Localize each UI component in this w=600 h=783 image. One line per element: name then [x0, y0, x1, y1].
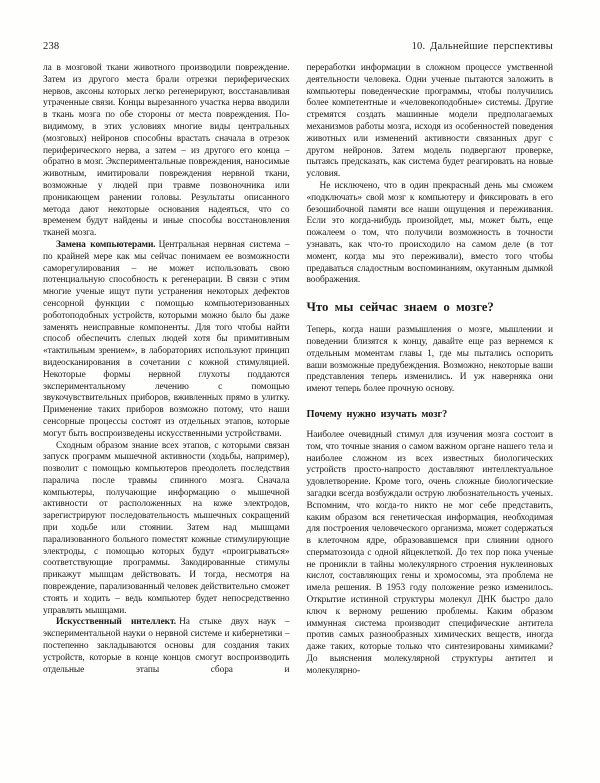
paragraph	[43, 617, 290, 676]
paragraph-text: Наиболее очевидный стимул для изучения мозга состоит в том, что точные знания о самом важном органе нашего тела и наиболее сложном из всех известных биологических устройств просто-напросто доставляют интеллектуальное удовлетворение. Кроме того, очень сложные биологические загадки всегда возбуждали острую любознательность ученых. Вспомним, что когда-то никто не мог себе представить, каким образом вся генетическая информация, необходимая для построения человеческого организма, может содержаться в клеточном ядре, образовавшемся при слиянии одного сперматозоида с одной яйцеклеткой. До тех пор пока ученые не проникли в тайны молекулярного строения нуклеиновых кислот, составляющих гены и хромосомы, эта проблема не имела решения. В 1953 году положение резко изменилось. Открытие истинной структуры молекул ДНК быстро дало ключ к верному решению проблемы. Каким образом иммунная система производит специфические антитела против самых разнообразных химических веществ, иногда даже таких, которые только что синтезированы химиками? До выяснения молекулярной структуры антител и молекулярно-	[306, 429, 553, 676]
running-header	[43, 41, 553, 52]
paragraph-text: переработки информации в сложном процессе умственной деятельности человека. Одни ученые пытаются заложить в компьютеры поведенческие программы, чтобы получились более компетентные и «человекоподобные» системы. Другие стремятся создать машинные модели предполагаемых механизмов работы мозга, исходя из особенностей поведения животных или изменений активности связанных друг с другом нейронов. Затем модель подвергают проверке, пытаясь предсказать, как система будет реагировать на новые условия.	[306, 63, 553, 180]
paragraph	[43, 441, 290, 618]
paragraph-text: Не исключено, что в один прекрасный день мы сможем «подключать» свой мозг к компьютеру и фиксировать в его безошибочной памяти все наши ощущения и переживания. Если это когда-нибудь произойдет, мы, может быть, еще пожалеем о том, что получили возможность в точности узнавать, как что-то происходило на самом деле (в тот момент, когда мы это переживали), вместо того чтобы предаваться сладостным воспоминаниям, окутанным дымкой воображения.	[306, 180, 553, 286]
paragraph	[307, 63, 554, 181]
left-column	[43, 63, 290, 678]
section-heading: Что мы сейчас знаем о мозге?	[306, 300, 494, 315]
paragraph	[43, 63, 290, 240]
paragraph-text: На стыке двух наук – экспериментальной науки о нервной системе и кибернетики – постепенно закладываются основы для создания таких устройств, которые в конце концов смогут воспроизводить отдельные этапы сбора и	[43, 617, 290, 675]
right-column	[307, 63, 554, 678]
paragraph-text: Теперь, когда наши размышления о мозге, мышлении и поведении близятся к концу, давайте еще раз вернемся к отдельным моментам главы 1, где мы пытались оспорить ваши возможные предубеждения. Возможно, некоторые ваши представления теперь изменились. И уж наверняка они имеют теперь более прочную основу.	[306, 325, 553, 395]
paragraph	[307, 181, 554, 287]
text-columns	[43, 63, 553, 678]
paragraph	[307, 430, 554, 678]
run-in-heading: Замена компьютерами.	[56, 239, 156, 250]
run-in-heading: Искусственный интеллект.	[56, 617, 177, 628]
subsection-heading: Почему нужно изучать мозг?	[306, 408, 448, 420]
paragraph-text: ла в мозговой ткани животного производили повреждение. Затем из другого места брали отрезки периферических нервов, аксоны которых легко регенерируют, восстанавливая утраченные связи. Концы вырезанного участка нерва вводили в ткань мозга по обе стороны от места повреждения. По-видимому, в этих условиях многие виды центральных (мозговых) нейронов способны врастать сначала в отрезок периферического нерва, а затем – из другого его конца – обратно в мозг. Экспериментальные повреждения, наносимые животным, имитировали повреждения нервной ткани, возможные у людей при травме позвоночника или проникающем ранении головы. Результаты описанного метода дают некоторые основания надеяться, что со временем будут найдены и иные способы восстановления тканей мозга.	[43, 63, 290, 239]
page-number: 238	[43, 41, 60, 52]
paragraph-text: Сходным образом знание всех этапов, с которыми связан запуск программ мышечной активности (ходьбы, например), позволит с помощью компьютеров преодолеть последствия паралича после травмы спинного мозга. Сначала компьютеры, получающие информацию о мышечной активности от расположенных на коже электродов, зарегистрируют последовательность мышечных сокращений при ходьбе или стоянии. Затем над мышцами парализованного больного поместят кожные стимулирующие электроды, с помощью которых будут «проигрываться» соответствующие программы. Закодированные стимулы прикажут мышцам действовать. И тогда, несмотря на повреждение, парализованный человек действительно сможет стоять и ходить – ведь компьютер будет непосредственно управлять мышцами.	[43, 440, 290, 616]
paragraph	[307, 325, 554, 396]
running-head-title: 10. Дальнейшие перспективы	[411, 41, 553, 52]
paragraph-text: Центральная нервная система – по крайней мере как мы сейчас понимаем ее возможности саморегулирования – не может использовать свою потенциальную способность к регенерации. В связи с этим многие ученые ищут пути устранения некоторых дефектов сенсорной функции с помощью компьютеризованных роботоподобных устройств, которыми можно было бы даже заменять неисправные компоненты. Для того чтобы найти способ обеспечить слепых людей хотя бы примитивным «тактильным зрением», в лабораториях используют принцип видеосканирования в сочетании с кожной стимуляцией. Некоторые формы нервной глухоты поддаются экспериментальному лечению с помощью звукочувствительных приборов, вживленных прямо в улитку. Применение таких приборов возможно потому, что наши сенсорные процессы состоят из отдельных этапов, которые могут быть воспроизведены искусственными устройствами.	[43, 239, 290, 439]
paragraph	[43, 240, 290, 441]
